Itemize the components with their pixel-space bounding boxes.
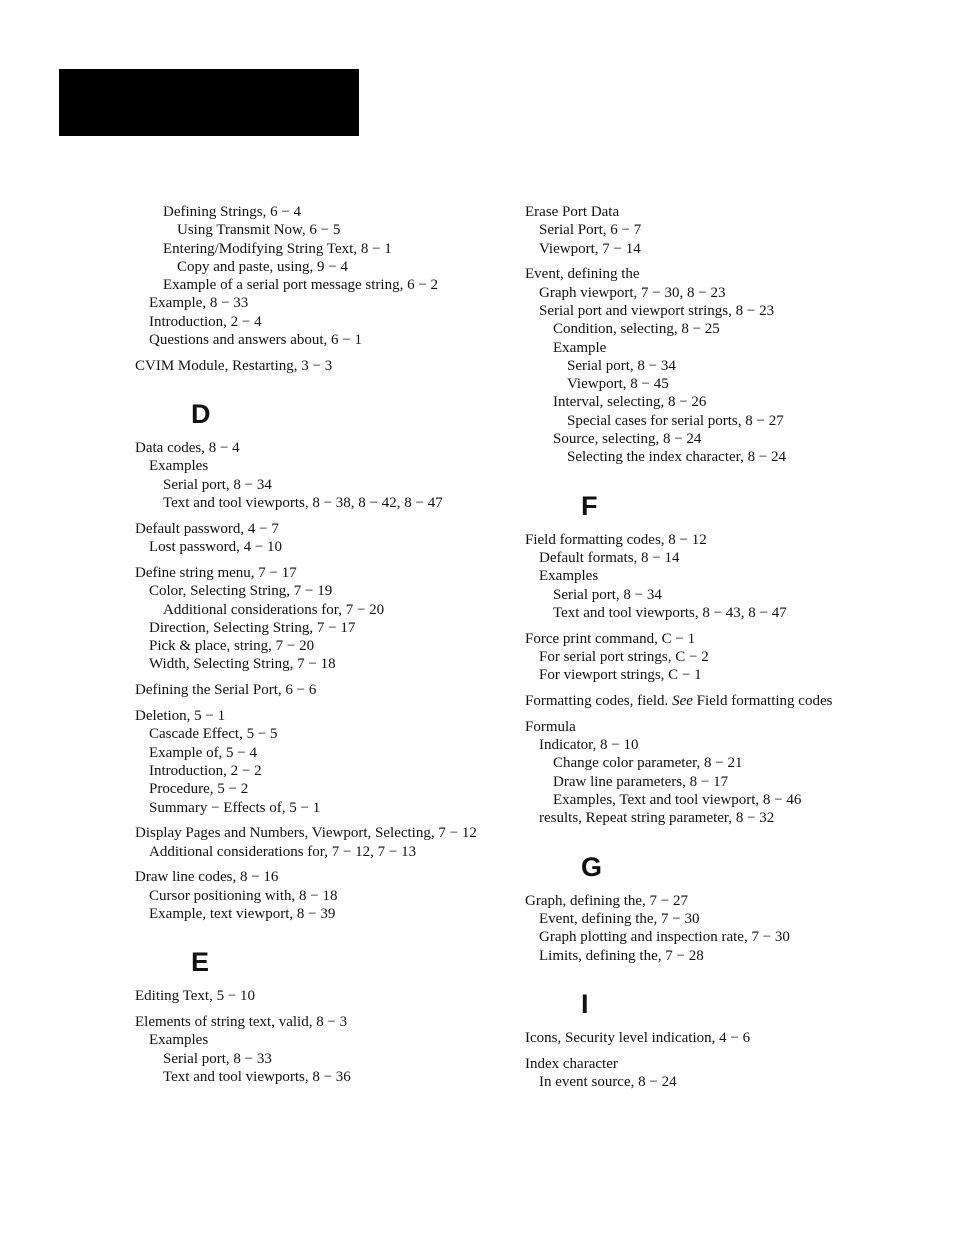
index-entry: Example xyxy=(553,339,607,356)
index-entry: For viewport strings, C − 1 xyxy=(539,667,702,684)
index-entry: Index character xyxy=(525,1055,618,1072)
index-entry: CVIM Module, Restarting, 3 − 3 xyxy=(135,357,333,374)
index-entry xyxy=(525,692,875,710)
index-entry: Serial port and viewport strings, 8 − 23 xyxy=(539,302,775,319)
index-entry: Example of a serial port message string, 6 − 2 xyxy=(163,277,439,294)
section-letter-d: D xyxy=(191,399,211,430)
index-entry: Serial Port, 6 − 7 xyxy=(539,222,642,239)
index-entry: Example, text viewport, 8 − 39 xyxy=(149,906,336,922)
index-entry: Special cases for serial ports, 8 − 27 xyxy=(567,412,784,429)
index-entry: Elements of string text, valid, 8 − 3 xyxy=(135,1014,348,1031)
header-black-bar xyxy=(59,69,359,136)
index-entry: Data codes, 8 − 4 xyxy=(135,440,240,457)
index-entry: Viewport, 7 − 14 xyxy=(539,240,641,257)
index-entry: Example, 8 − 33 xyxy=(149,295,249,312)
index-entry: Condition, selecting, 8 − 25 xyxy=(553,321,720,338)
index-entry: Introduction, 2 − 2 xyxy=(149,762,262,779)
index-entry: Viewport, 8 − 45 xyxy=(567,376,669,393)
index-entry: Source, selecting, 8 − 24 xyxy=(553,431,702,448)
index-entry: Indicator, 8 − 10 xyxy=(539,737,639,754)
index-entry: Define string menu, 7 − 17 xyxy=(135,564,297,581)
index-entry: Text and tool viewports, 8 − 36 xyxy=(163,1068,351,1085)
index-entry: Additional considerations for, 7 − 20 xyxy=(163,601,385,618)
index-right-column xyxy=(525,203,875,1091)
index-entry: Color, Selecting String, 7 − 19 xyxy=(149,583,333,600)
index-entry: Procedure, 5 − 2 xyxy=(149,781,249,798)
index-entry: Formula xyxy=(525,718,576,735)
index-entry: Selecting the index character, 8 − 24 xyxy=(567,449,787,466)
index-entry: Text and tool viewports, 8 − 43, 8 − 47 xyxy=(553,604,787,621)
index-entry: Serial port, 8 − 34 xyxy=(163,476,272,493)
index-entry: Serial port, 8 − 34 xyxy=(553,586,662,603)
index-entry: Cascade Effect, 5 − 5 xyxy=(149,726,278,743)
index-entry: Cursor positioning with, 8 − 18 xyxy=(149,887,338,904)
section-letter-e: E xyxy=(191,947,210,978)
index-entry: For serial port strings, C − 2 xyxy=(539,648,709,665)
index-entry: Draw line parameters, 8 − 17 xyxy=(553,773,729,790)
index-entry-text: Formatting codes, field. xyxy=(525,693,669,710)
index-entry: Introduction, 2 − 4 xyxy=(149,313,262,330)
index-entry: Limits, defining the, 7 − 28 xyxy=(539,947,704,964)
index-entry: Examples xyxy=(539,568,599,585)
index-entry: Editing Text, 5 − 10 xyxy=(135,988,256,1005)
index-entry: Example of, 5 − 4 xyxy=(149,744,258,761)
see-reference: See xyxy=(672,693,693,710)
index-entry: Erase Port Data xyxy=(525,204,620,220)
section-letter-g: G xyxy=(581,851,603,882)
index-entry: Graph plotting and inspection rate, 7 − 30 xyxy=(539,929,790,946)
index-entry: Default formats, 8 − 14 xyxy=(539,549,680,566)
see-target: Field formatting codes xyxy=(696,693,833,710)
index-entry: Icons, Security level indication, 4 − 6 xyxy=(525,1029,751,1046)
index-entry: Summary − Effects of, 5 − 1 xyxy=(149,799,321,816)
index-entry: Force print command, C − 1 xyxy=(525,630,696,647)
index-entry: Change color parameter, 8 − 21 xyxy=(553,755,743,772)
index-entry: Width, Selecting String, 7 − 18 xyxy=(149,656,336,673)
index-entry: Graph, defining the, 7 − 27 xyxy=(525,892,689,909)
index-entry: results, Repeat string parameter, 8 − 32 xyxy=(539,810,775,827)
index-left-column xyxy=(135,203,495,1086)
index-entry: Event, defining the xyxy=(525,266,640,283)
index-entry: Examples, Text and tool viewport, 8 − 46 xyxy=(553,792,802,809)
index-entry: Deletion, 5 − 1 xyxy=(135,708,226,725)
index-entry: Using Transmit Now, 6 − 5 xyxy=(177,222,341,239)
index-entry: Text and tool viewports, 8 − 38, 8 − 42, 8 − 47 xyxy=(163,495,443,512)
index-entry: Event, defining the, 7 − 30 xyxy=(539,910,700,927)
index-entry: Examples xyxy=(149,1032,209,1049)
index-entry: Additional considerations for, 7 − 12, 7 − 13 xyxy=(149,843,417,860)
index-entry: Examples xyxy=(149,458,209,475)
index-entry: Direction, Selecting String, 7 − 17 xyxy=(149,619,356,636)
section-letter-f: F xyxy=(581,490,598,521)
index-entry: Serial port, 8 − 33 xyxy=(163,1050,272,1067)
index-entry: Default password, 4 − 7 xyxy=(135,520,279,537)
index-entry: Copy and paste, using, 9 − 4 xyxy=(177,258,348,275)
index-entry: Entering/Modifying String Text, 8 − 1 xyxy=(163,240,392,257)
index-entry: Field formatting codes, 8 − 12 xyxy=(525,531,707,548)
index-entry: Defining Strings, 6 − 4 xyxy=(163,204,302,220)
index-entry: Serial port, 8 − 34 xyxy=(567,357,676,374)
index-entry: Defining the Serial Port, 6 − 6 xyxy=(135,682,317,699)
index-entry: Questions and answers about, 6 − 1 xyxy=(149,332,363,349)
index-entry: Display Pages and Numbers, Viewport, Selecting, 7 − 12 xyxy=(135,825,477,842)
index-entry: Draw line codes, 8 − 16 xyxy=(135,869,279,886)
index-entry: Pick & place, string, 7 − 20 xyxy=(149,638,315,655)
index-entry: Lost password, 4 − 10 xyxy=(149,539,283,556)
index-entry: Graph viewport, 7 − 30, 8 − 23 xyxy=(539,284,726,301)
index-entry: In event source, 8 − 24 xyxy=(539,1073,677,1090)
section-letter-i: I xyxy=(581,988,589,1019)
index-entry: Interval, selecting, 8 − 26 xyxy=(553,394,707,411)
